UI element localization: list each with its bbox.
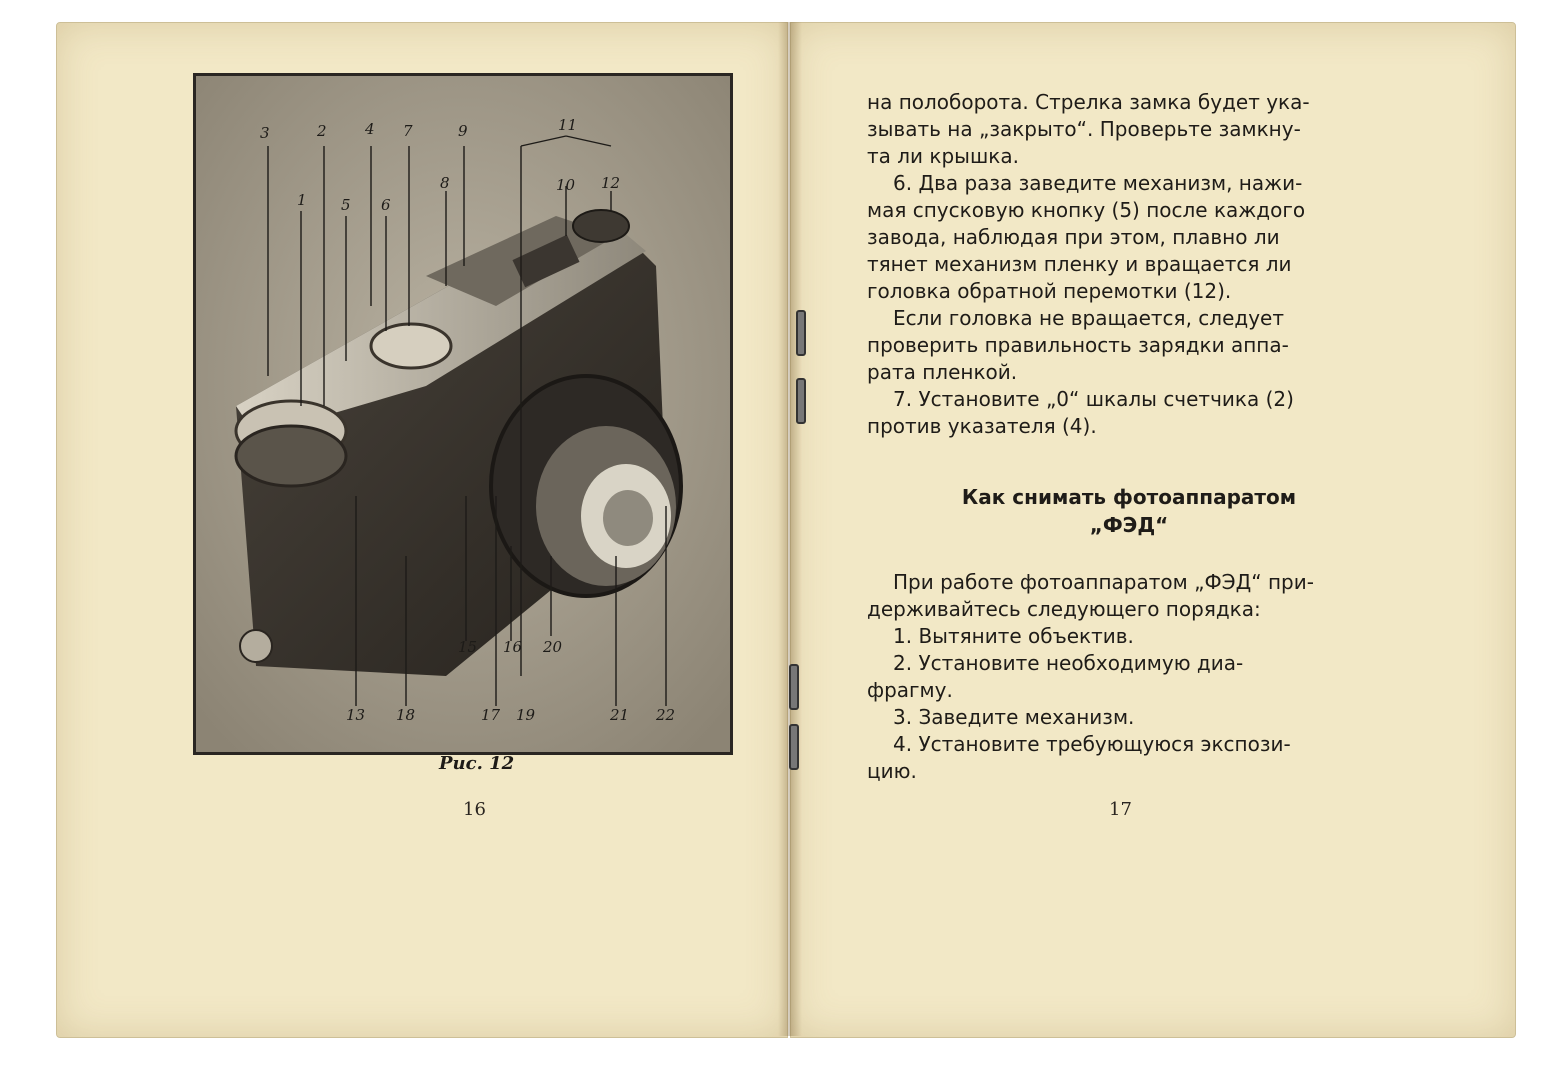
callout-12: 12: [601, 174, 621, 192]
text-line: 6. Два раза заведите механизм, нажи-: [893, 171, 1303, 195]
callout-6: 6: [381, 196, 391, 214]
left-page: [56, 22, 788, 1038]
callout-15: 15: [458, 638, 478, 656]
text-line: проверить правильность зарядки аппа-: [867, 333, 1289, 357]
text-line: та ли крышка.: [867, 144, 1019, 168]
text-line: держивайтесь следующего порядка:: [867, 597, 1261, 621]
callout-5: 5: [341, 196, 351, 214]
book-gutter: [778, 22, 802, 1036]
camera-figure: [193, 73, 733, 755]
text-line: фрагму.: [867, 678, 953, 702]
text-line: 1. Вытяните объектив.: [893, 624, 1134, 648]
text-line: зывать на „закрыто“. Проверьте замкну-: [867, 117, 1301, 141]
right-page: [790, 22, 1516, 1038]
text-line: против указателя (4).: [867, 414, 1097, 438]
text-line: головка обратной перемотки (12).: [867, 279, 1232, 303]
callout-7: 7: [403, 122, 413, 140]
callout-1: 1: [297, 191, 307, 209]
callout-11: 11: [558, 116, 578, 134]
page-number-left: 16: [463, 799, 486, 820]
callout-17: 17: [481, 706, 501, 724]
text-line: мая спусковую кнопку (5) после каждого: [867, 198, 1306, 222]
staple: [789, 724, 799, 770]
text-line: цию.: [867, 759, 917, 783]
callout-2: 2: [317, 122, 327, 140]
text-line: рата пленкой.: [867, 360, 1018, 384]
callout-20: 20: [543, 638, 563, 656]
text-line: 3. Заведите механизм.: [893, 705, 1135, 729]
text-line: 7. Установите „0“ шкалы счетчика (2): [893, 387, 1294, 411]
callout-18: 18: [396, 706, 416, 724]
section-heading: [867, 483, 1391, 539]
callout-16: 16: [503, 638, 523, 656]
callout-9: 9: [458, 122, 468, 140]
body-text-top: [867, 89, 1310, 440]
text-line: 4. Установите требующуюся экспози-: [893, 732, 1291, 756]
callout-13: 13: [346, 706, 366, 724]
text-line: Если головка не вращается, следует: [893, 306, 1284, 330]
callout-22: 22: [656, 706, 676, 724]
text-line: тянет механизм пленку и вращается ли: [867, 252, 1292, 276]
callout-21: 21: [610, 706, 630, 724]
staple: [796, 378, 806, 424]
staple: [789, 664, 799, 710]
book-spread: [56, 22, 1514, 1036]
callout-19: 19: [516, 706, 536, 724]
callout-4: 4: [365, 120, 375, 138]
heading-line-2: „ФЭД“: [1089, 513, 1169, 537]
callout-3: 3: [260, 124, 270, 142]
text-line: завода, наблюдая при этом, плавно ли: [867, 225, 1280, 249]
callout-8: 8: [440, 174, 450, 192]
text-line: на полоборота. Стрелка замка будет ука-: [867, 90, 1310, 114]
text-line: При работе фотоаппаратом „ФЭД“ при-: [893, 570, 1314, 594]
text-line: 2. Установите необходимую диа-: [893, 651, 1244, 675]
figure-caption: Рис. 12: [439, 753, 515, 774]
page-number-right: 17: [1109, 799, 1132, 820]
body-text-bottom: [867, 569, 1314, 785]
staple: [796, 310, 806, 356]
callout-10: 10: [556, 176, 576, 194]
heading-line-1: Как снимать фотоаппаратом: [961, 485, 1297, 509]
